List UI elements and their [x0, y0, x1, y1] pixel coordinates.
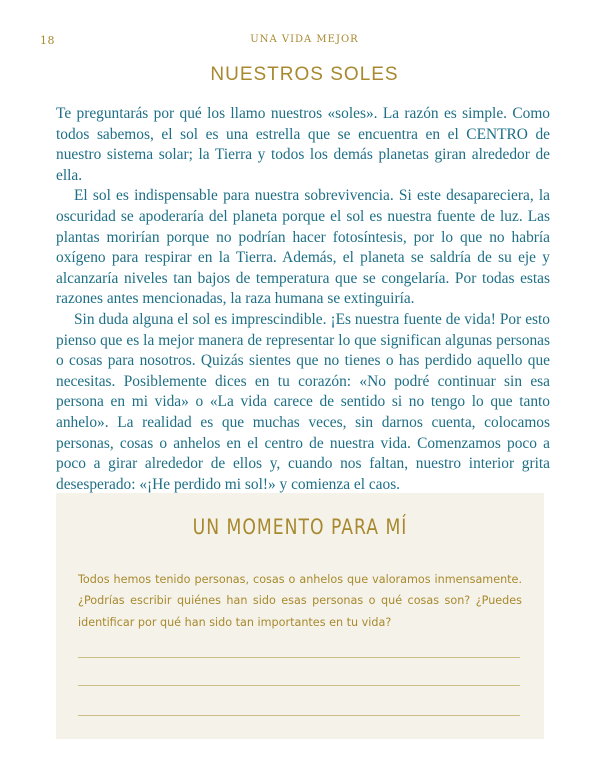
running-header — [0, 34, 609, 50]
body-paragraph-1: Te preguntarás por qué los llamo nuestros «soles». La razón es simple. Como todos sabemos, el sol es una estrella que se encuentra en el CENTRO de nuestro sistema solar; la Tierra y todos los demás planetas giran alrededor de ella. — [56, 105, 550, 184]
running-title: UNA VIDA MEJOR — [250, 34, 359, 45]
activity-title: UN MOMENTO PARA MÍ — [192, 515, 408, 539]
section-title: NUESTROS SOLES — [210, 64, 399, 85]
writing-line-1 — [78, 657, 520, 658]
body-paragraph-3: Sin duda alguna el sol es imprescindible. ¡Es nuestra fuente de vida! Por esto pienso que es la mejor manera de representar lo que significan algunas personas o cosas para nosotros. Quizás sientes que no tienes o has perdido aquello que necesitas. Posiblemente dices en tu corazón: «No podré continuar sin esa persona en mi vida» o «La vida carece de sentido si no tengo lo que tanto anhelo». La realidad es que muchas veces, sin darnos cuenta, colocamos personas, cosas o anhelos en el centro de nuestra vida. Comenzamos poco a poco a girar alrededor de ellos y, cuando nos faltan, nuestro interior grita desesperado: «¡He perdido mi sol!» y comienza el caos. — [56, 310, 550, 493]
body-paragraph-2: El sol es indispensable para nuestra sobrevivencia. Si este desapareciera, la oscuridad se apoderaría del planeta porque el sol es nuestra fuente de luz. Las plantas morirían porque no podrían hacer fotosíntesis, por lo que no habría oxígeno para respirar en la Tierra. Además, el planeta se saldría de su eje y alcanzaría niveles tan bajos de temperatura que se congelaría. Por todas estas razones antes mencionadas, la raza humana se extinguiría. — [56, 187, 550, 308]
writing-line-3 — [78, 715, 520, 716]
writing-line-2 — [78, 685, 520, 686]
body-text — [56, 104, 550, 495]
activity-prompt: Todos hemos tenido personas, cosas o anhelos que valoramos inmensamente. ¿Podrías escribir quiénes han sido esas personas o qué cosas son? ¿Puedes identificar por qué han sido tan importantes en tu vida? — [78, 573, 522, 629]
page-number: 18 — [40, 34, 55, 47]
reflection-activity-box — [56, 493, 544, 739]
